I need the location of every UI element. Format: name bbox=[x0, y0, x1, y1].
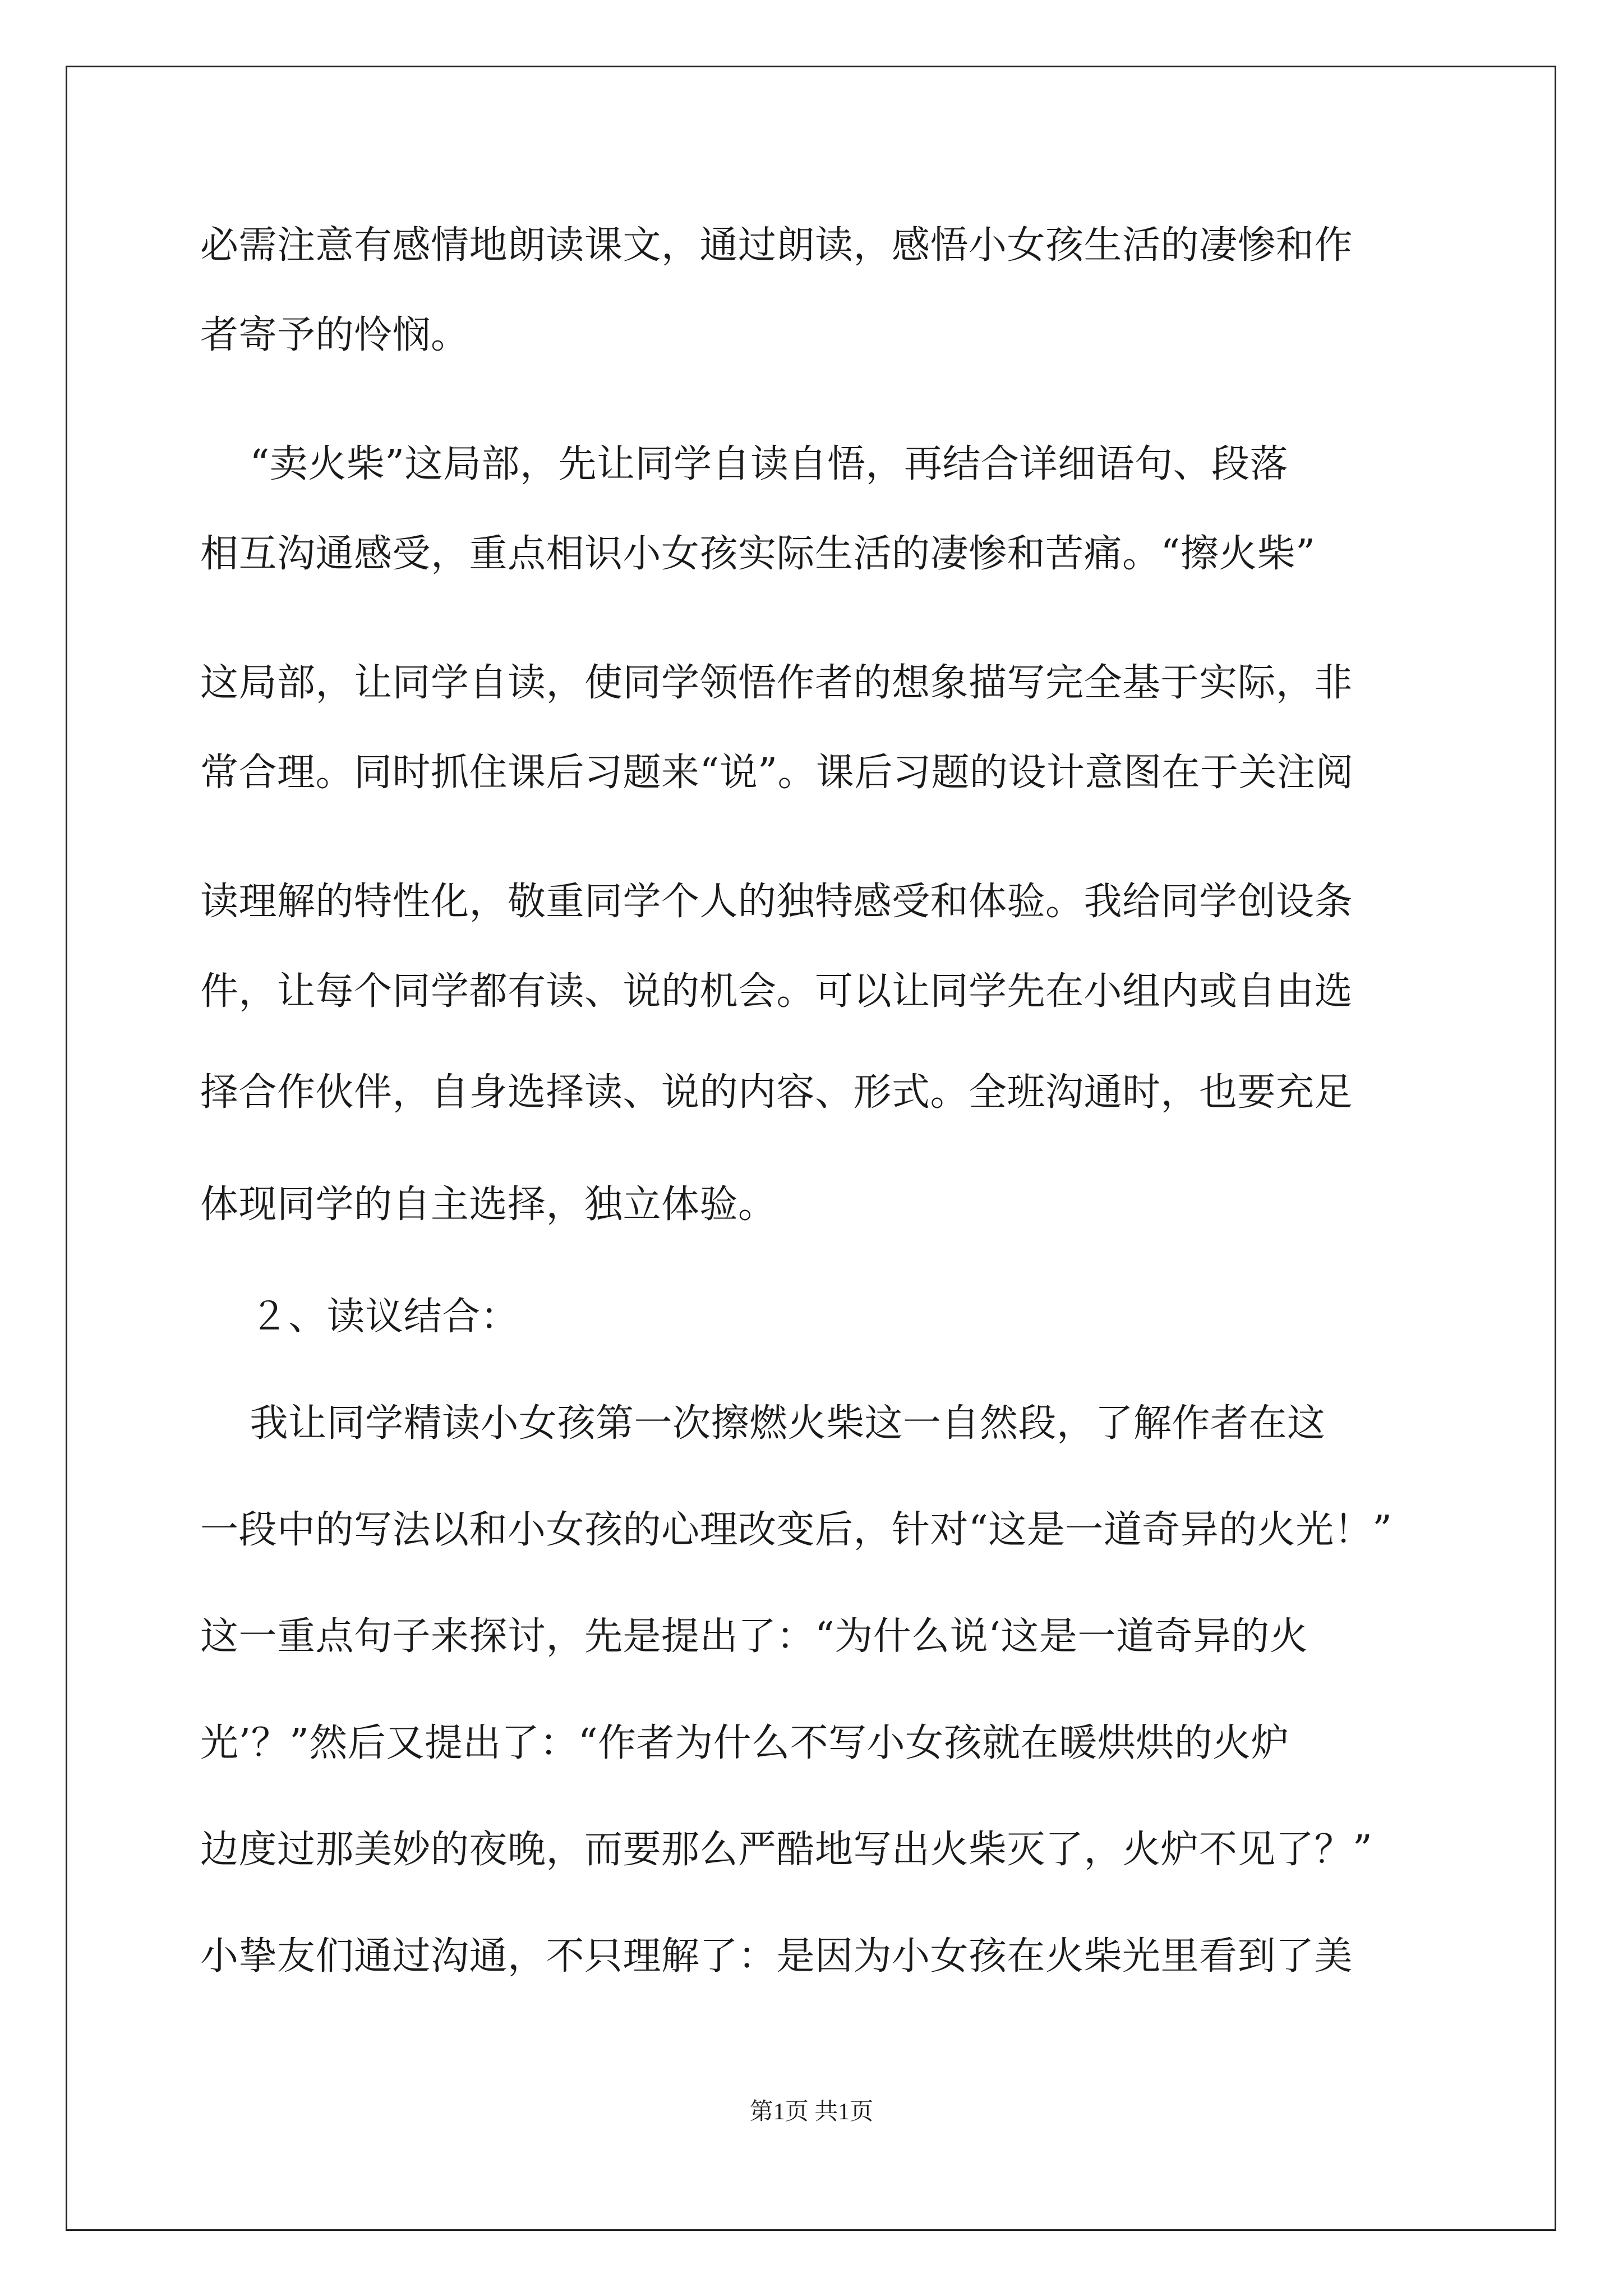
text-line: 择合作伙伴，自身选择读、说的内容、形式。全班沟通时，也要充足 bbox=[200, 1070, 1353, 1115]
text-line: 我让同学精读小女孩第一次擦燃火柴这一自然段，了解作者在这 bbox=[200, 1401, 1326, 1446]
text-line: 小挚友们通过沟通，不只理解了：是因为小女孩在火柴光里看到了美 bbox=[200, 1934, 1353, 1978]
text-line: 这局部，让同学自读，使同学领悟作者的想象描写完全基于实际，非 bbox=[200, 661, 1353, 705]
text-line: 边度过那美妙的夜晚，而要那么严酷地写出火柴灭了，火炉不见了？” bbox=[200, 1828, 1373, 1872]
text-line: “卖火柴”这局部，先让同学自读自悟，再结合详细语句、段落 bbox=[200, 442, 1288, 486]
text-line: 必需注意有感情地朗读课文，通过朗读，感悟小女孩生活的凄惨和作 bbox=[200, 223, 1353, 268]
text-line: 者寄予的怜悯。 bbox=[200, 313, 469, 357]
page-border bbox=[66, 66, 1556, 2231]
text-line: 一段中的写法以和小女孩的心理改变后，针对“这是一道奇异的火光！” bbox=[200, 1508, 1393, 1552]
text-line: 相互沟通感受，重点相识小女孩实际生活的凄惨和苦痛。“擦火柴” bbox=[200, 532, 1316, 576]
text-line: 常合理。同时抓住课后习题来“说”。课后习题的设计意图在于关注阅 bbox=[200, 751, 1354, 795]
text-line: 读理解的特性化，敬重同学个人的独特感受和体验。我给同学创设条 bbox=[200, 880, 1353, 924]
text-line: 体现同学的自主选择，独立体验。 bbox=[200, 1182, 777, 1227]
text-line: 件，让每个同学都有读、说的机会。可以让同学先在小组内或自由选 bbox=[200, 969, 1353, 1014]
text-line: ２、读议结合： bbox=[200, 1295, 519, 1339]
page-footer: 第1页 共1页 bbox=[749, 2099, 874, 2125]
text-line: 这一重点句子来探讨，先是提出了：“为什么说‘这是一道奇异的火 bbox=[200, 1614, 1308, 1659]
text-line: 光’？”然后又提出了：“作者为什么不写小女孩就在暖烘烘的火炉 bbox=[200, 1721, 1290, 1765]
